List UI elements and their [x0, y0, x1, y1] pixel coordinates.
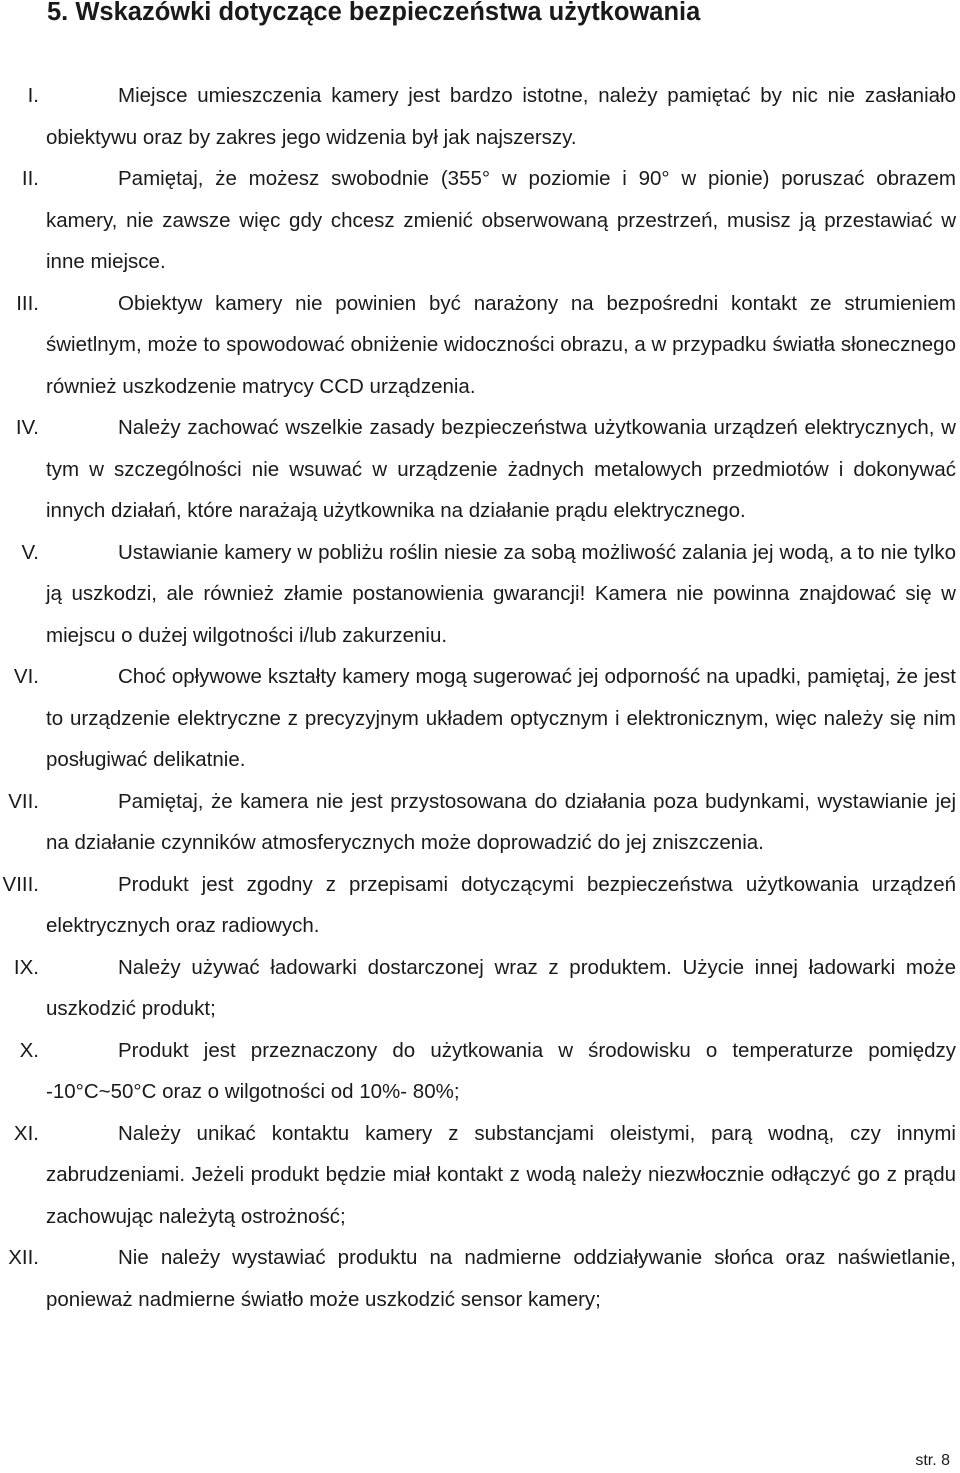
item-text: Ustawianie kamery w pobliżu roślin niesie za sobą możliwość zalania jej wodą, a to nie tylko ją uszkodzi, ale również złamie postanowienia gwarancji! Kamera nie powinna znajdować się w miejscu o dużej wilgotności i/lub zakurzeniu.: [46, 540, 956, 647]
list-item: [0, 283, 956, 408]
item-numeral: IX.: [13, 955, 39, 979]
item-text: Należy unikać kontaktu kamery z substancjami oleistymi, parą wodną, czy innymi zabrudzeniami. Jeżeli produkt będzie miał kontakt z wodą należy niezwłocznie odłączyć go z prądu zachowując należytą ostrożność;: [46, 1121, 956, 1228]
safety-guidelines-list: [0, 75, 960, 1320]
item-text: Choć opływowe kształty kamery mogą sugerować jej odporność na upadki, pamiętaj, że jest to urządzenie elektryczne z precyzyjnym układem optycznym i elektronicznym, więc należy się nim posługiwać delikatnie.: [46, 665, 956, 771]
item-text: Należy zachować wszelkie zasady bezpieczeństwa użytkowania urządzeń elektrycznych, w tym w szczególności nie wsuwać w urządzenie żadnych metalowych przedmiotów i dokonywać innych działań, które narażają użytkownika na działanie prądu elektrycznego.: [46, 416, 956, 522]
item-text: Nie należy wystawiać produktu na nadmierne oddziaływanie słońca oraz naświetlanie, ponieważ nadmierne światło może uszkodzić sensor kamery;: [46, 1246, 956, 1311]
list-item: [0, 864, 956, 947]
item-numeral: VII.: [8, 789, 39, 813]
item-numeral: VI.: [13, 665, 39, 688]
list-item: [0, 158, 956, 283]
list-item: [0, 781, 956, 864]
item-text: Należy używać ładowarki dostarczonej wraz z produktem. Użycie innej ładowarki może uszkodzić produkt;: [46, 955, 956, 1020]
list-item: [0, 1237, 956, 1320]
item-numeral: V.: [21, 540, 39, 564]
item-numeral: I.: [27, 84, 39, 107]
item-text: Produkt jest przeznaczony do użytkowania w środowisku o temperaturze pomiędzy -10°C~50°C oraz o wilgotności od 10%- 80%;: [46, 1038, 956, 1103]
list-item: [0, 656, 956, 781]
item-numeral: X.: [19, 1038, 39, 1062]
item-text: Obiektyw kamery nie powinien być narażony na bezpośredni kontakt ze strumieniem świetlnym, może to spowodować obniżenie widoczności obrazu, a w przypadku światła słonecznego również uszkodzenie matrycy CCD urządzenia.: [46, 291, 956, 398]
item-numeral: III.: [16, 291, 39, 315]
list-item: [0, 407, 956, 532]
section-heading: 5. Wskazówki dotyczące bezpieczeństwa użytkowania: [47, 0, 701, 26]
list-item: [0, 532, 956, 657]
list-item: [0, 1030, 956, 1113]
item-text: Produkt jest zgodny z przepisami dotyczącymi bezpieczeństwa użytkowania urządzeń elektrycznych oraz radiowych.: [46, 872, 956, 937]
item-numeral: XII.: [8, 1246, 39, 1269]
list-item: [0, 75, 956, 158]
page-number: str. 8: [915, 1452, 950, 1469]
item-numeral: VIII.: [2, 872, 39, 896]
item-numeral: IV.: [15, 416, 39, 439]
item-text: Pamiętaj, że możesz swobodnie (355° w poziomie i 90° w pionie) poruszać obrazem kamery, nie zawsze więc gdy chcesz zmienić obserwowaną przestrzeń, musisz ją przestawiać w inne miejsce.: [46, 167, 956, 273]
list-item: [0, 1113, 956, 1238]
item-numeral: XI.: [13, 1121, 39, 1145]
list-item: [0, 947, 956, 1030]
item-text: Miejsce umieszczenia kamery jest bardzo istotne, należy pamiętać by nic nie zasłaniało obiektywu oraz by zakres jego widzenia był jak najszerszy.: [46, 84, 956, 149]
item-numeral: II.: [21, 167, 39, 190]
item-text: Pamiętaj, że kamera nie jest przystosowana do działania poza budynkami, wystawianie jej na działanie czynników atmosferycznych może doprowadzić do jej zniszczenia.: [46, 789, 956, 854]
